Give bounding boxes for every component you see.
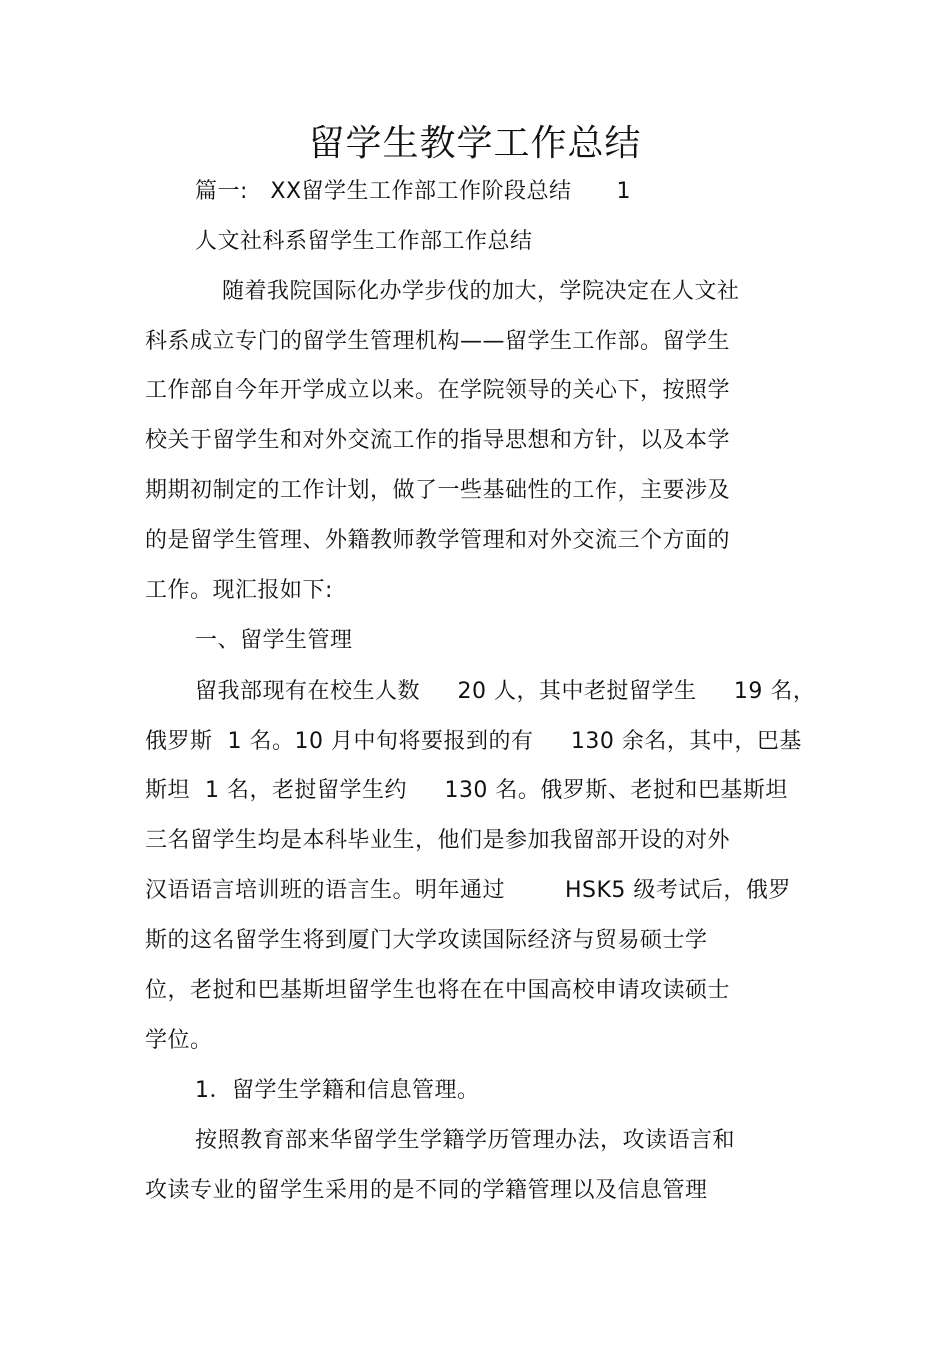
- paragraph-line: 斯坦 1 名，老挝留学生约 130 名。俄罗斯、老挝和巴基斯坦: [145, 778, 788, 803]
- subtitle: 人文社科系留学生工作部工作总结: [195, 229, 533, 254]
- paragraph-line: 留我部现有在校生人数 20 人，其中老挝留学生 19 名，: [195, 679, 816, 704]
- paragraph-line: 按照教育部来华留学生学籍学历管理办法，攻读语言和: [195, 1128, 736, 1153]
- paragraph-line: 攻读专业的留学生采用的是不同的学籍管理以及信息管理: [145, 1178, 708, 1203]
- paragraph-line: 工作。现汇报如下:: [145, 578, 333, 603]
- paragraph-line: 三名留学生均是本科毕业生，他们是参加我留部开设的对外: [145, 828, 731, 853]
- paragraph-line: 斯的这名留学生将到厦门大学攻读国际经济与贸易硕士学: [145, 928, 708, 953]
- document-title: 留学生教学工作总结: [308, 123, 642, 164]
- paragraph-line: 汉语语言培训班的语言生。明年通过 HSK5 级考试后，俄罗: [145, 878, 791, 903]
- paragraph-line: 校关于留学生和对外交流工作的指导思想和方针，以及本学: [145, 428, 731, 453]
- paragraph-line: 随着我院国际化办学步伐的加大，学院决定在人文社: [222, 279, 740, 304]
- paragraph-line: 位，老挝和巴基斯坦留学生也将在在中国高校申请攻读硕士: [145, 978, 731, 1003]
- paragraph-line: 的是留学生管理、外籍教师教学管理和对外交流三个方面的: [145, 528, 731, 553]
- paragraph-line: 期期初制定的工作计划，做了一些基础性的工作，主要涉及: [145, 478, 731, 503]
- paragraph-line: 学位。: [145, 1028, 213, 1053]
- section-heading: 篇一: XX留学生工作部工作阶段总结 1: [195, 179, 631, 204]
- paragraph-line: 俄罗斯 1 名。10 月中旬将要报到的有 130 余名，其中，巴基: [145, 729, 802, 754]
- section-heading: 一、留学生管理: [195, 628, 353, 653]
- subsection-heading: 1．留学生学籍和信息管理。: [195, 1078, 480, 1103]
- paragraph-line: 科系成立专门的留学生管理机构——留学生工作部。留学生: [145, 329, 731, 354]
- paragraph-line: 工作部自今年开学成立以来。在学院领导的关心下，按照学: [145, 378, 731, 403]
